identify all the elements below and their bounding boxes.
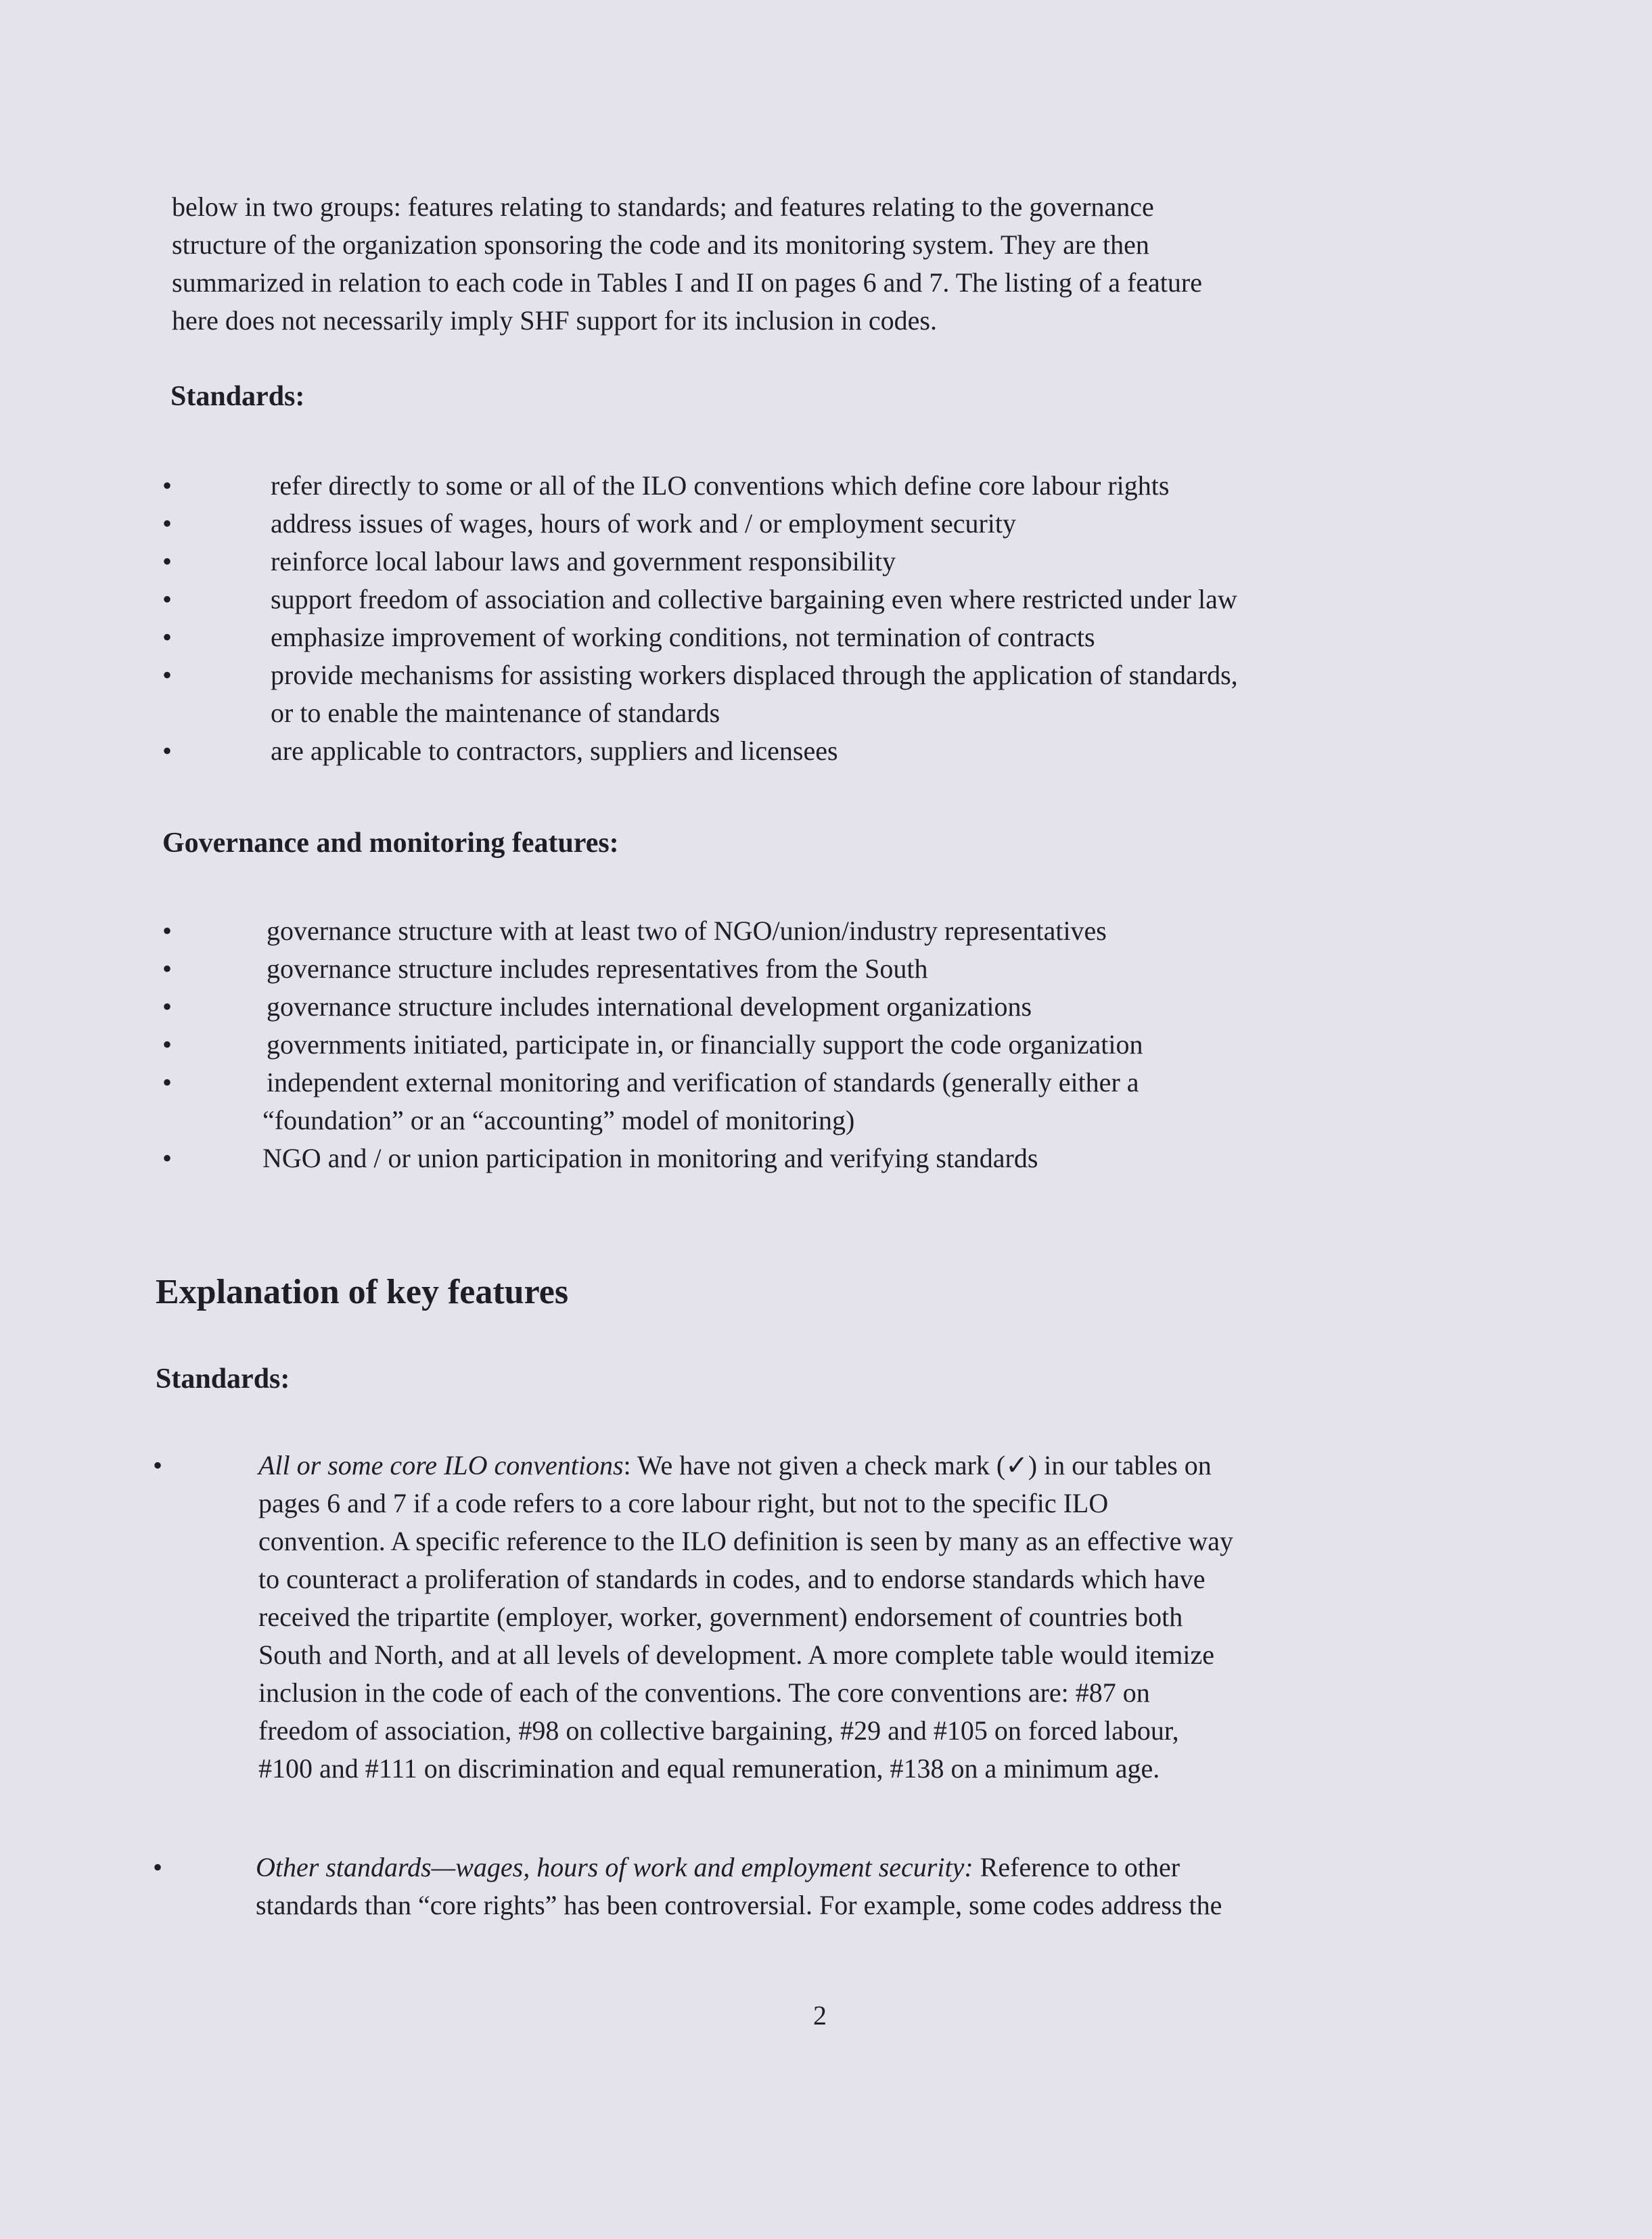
bullet-icon: •	[162, 736, 173, 766]
paragraph-line: standards than “core rights” has been controversial. For example, some codes address the	[256, 1890, 1222, 1920]
list-item-text: governments initiated, participate in, or financially support the code organization	[267, 1029, 1143, 1060]
bullet-icon: •	[162, 660, 173, 690]
explanation-item-other-standards	[153, 1849, 1533, 1924]
item-lead: Other standards—wages, hours of work and employment security:	[256, 1852, 973, 1882]
list-item	[162, 467, 1515, 505]
list-item-text: address issues of wages, hours of work and / or employment security	[271, 508, 1016, 539]
bullet-icon: •	[162, 1029, 173, 1060]
bullet-icon: •	[162, 546, 173, 576]
list-item	[162, 543, 1515, 581]
list-item-text: or to enable the maintenance of standards	[271, 698, 720, 728]
list-item	[162, 581, 1515, 618]
list-item	[162, 950, 1515, 988]
paragraph-line	[256, 1849, 1533, 1886]
list-item	[162, 1026, 1515, 1064]
list-item	[162, 1064, 1515, 1139]
list-item-text: governance structure includes representatives from the South	[267, 953, 928, 984]
list-item-text: are applicable to contractors, suppliers and licensees	[271, 736, 838, 766]
bullet-icon: •	[153, 1852, 163, 1882]
list-item-text: support freedom of association and collective bargaining even where restricted under law	[271, 584, 1237, 614]
paragraph-line	[258, 1447, 1533, 1485]
paragraph-line: #100 and #111 on discrimination and equal remuneration, #138 on a minimum age.	[258, 1753, 1160, 1784]
bullet-icon: •	[162, 915, 173, 946]
governance-heading: Governance and monitoring features:	[162, 828, 619, 859]
list-item	[162, 618, 1515, 656]
item-text: : We have not given a check mark (✓) in our tables on	[623, 1450, 1212, 1480]
list-item	[162, 656, 1515, 732]
bullet-icon: •	[162, 584, 173, 614]
intro-line: here does not necessarily imply SHF support for its inclusion in codes.	[172, 305, 937, 336]
paragraph-line: freedom of association, #98 on collective bargaining, #29 and #105 on forced labour,	[258, 1715, 1179, 1746]
bullet-icon: •	[162, 508, 173, 539]
explanation-item-core-ilo	[153, 1447, 1533, 1788]
list-item-text: “foundation” or an “accounting” model of monitoring)	[262, 1105, 855, 1135]
bullet-icon: •	[153, 1450, 163, 1480]
bullet-icon: •	[162, 470, 173, 501]
bullet-icon: •	[162, 622, 173, 652]
page-number: 2	[813, 2000, 827, 2031]
list-item-text: reinforce local labour laws and government responsibility	[271, 546, 896, 576]
intro-paragraph	[172, 188, 1202, 340]
bullet-icon: •	[162, 1067, 173, 1098]
item-text: Reference to other	[973, 1852, 1180, 1882]
standards-list	[162, 467, 1515, 770]
explanation-standards-heading: Standards:	[156, 1363, 290, 1395]
governance-list	[162, 912, 1515, 1177]
bullet-icon: •	[162, 953, 173, 984]
paragraph-line: to counteract a proliferation of standards in codes, and to endorse standards which have	[258, 1564, 1206, 1594]
list-item	[162, 1139, 1515, 1177]
bullet-icon: •	[162, 991, 173, 1022]
bullet-icon: •	[162, 1143, 173, 1173]
list-item-text: independent external monitoring and verification of standards (generally either a	[267, 1067, 1139, 1098]
paragraph-line: inclusion in the code of each of the conventions. The core conventions are: #87 on	[258, 1677, 1150, 1708]
list-item-text: refer directly to some or all of the ILO conventions which define core labour rights	[271, 470, 1170, 501]
list-item-text: governance structure includes international development organizations	[267, 991, 1032, 1022]
explanation-title: Explanation of key features	[156, 1273, 569, 1311]
list-item	[162, 912, 1515, 950]
intro-line: below in two groups: features relating to standards; and features relating to the governance	[172, 191, 1154, 222]
paragraph-line: South and North, and at all levels of development. A more complete table would itemize	[258, 1639, 1214, 1670]
list-item-text: provide mechanisms for assisting workers displaced through the application of standards,	[271, 660, 1238, 690]
paragraph-line: received the tripartite (employer, worker, government) endorsement of countries both	[258, 1602, 1183, 1632]
paragraph-line: convention. A specific reference to the ILO definition is seen by many as an effective way	[258, 1526, 1233, 1556]
list-item	[162, 505, 1515, 543]
item-lead: All or some core ILO conventions	[258, 1450, 624, 1480]
list-item-text: emphasize improvement of working conditions, not termination of contracts	[271, 622, 1095, 652]
standards-heading: Standards:	[170, 381, 305, 412]
list-item-text: governance structure with at least two of NGO/union/industry representatives	[267, 915, 1107, 946]
intro-line: summarized in relation to each code in Tables I and II on pages 6 and 7. The listing of a feature	[172, 267, 1202, 298]
paragraph-line: pages 6 and 7 if a code refers to a core labour right, but not to the specific ILO	[258, 1488, 1109, 1518]
list-item	[162, 988, 1515, 1026]
intro-line: structure of the organization sponsoring the code and its monitoring system. They are then	[172, 229, 1149, 260]
list-item	[162, 732, 1515, 770]
list-item-text: NGO and / or union participation in monitoring and verifying standards	[262, 1143, 1038, 1173]
